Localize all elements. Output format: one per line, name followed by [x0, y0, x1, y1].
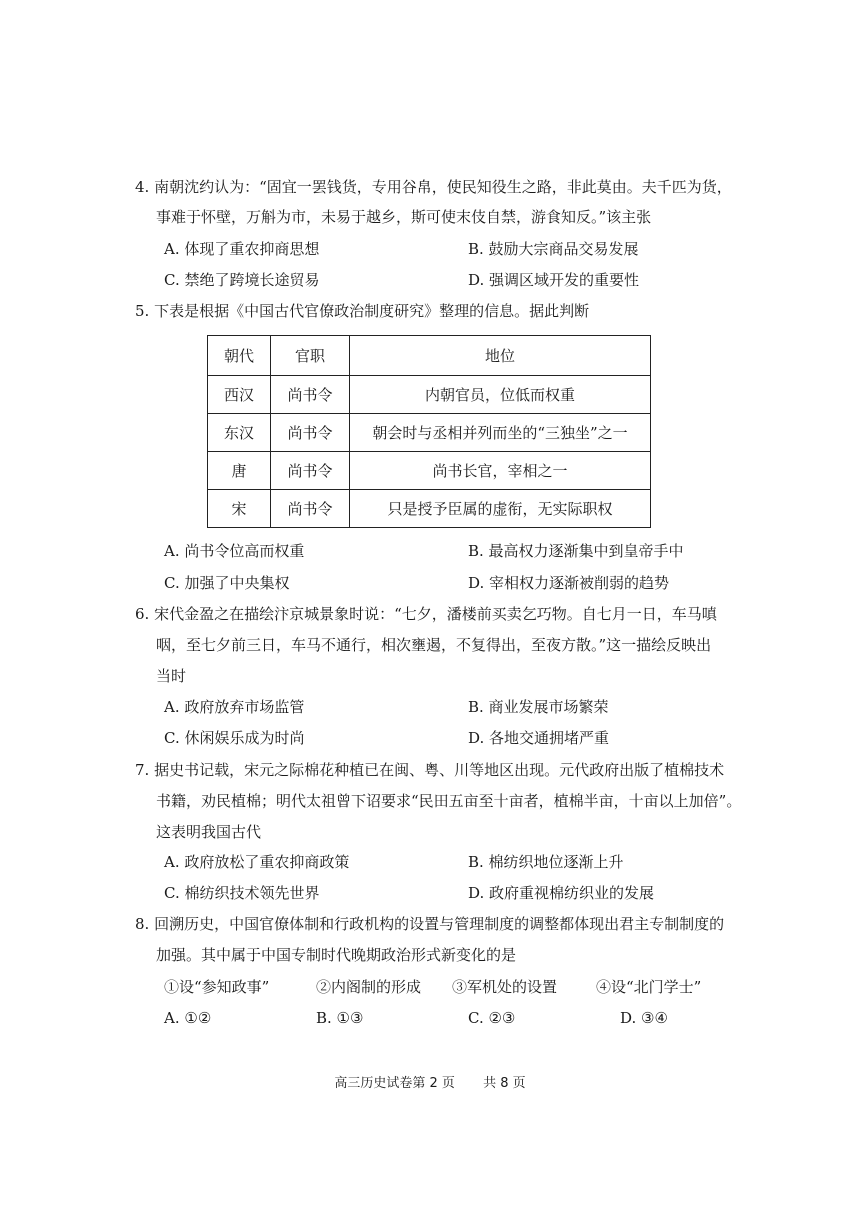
table-cell: 只是授予臣属的虚衔，无实际职权 [350, 490, 651, 528]
q5-info-table [207, 335, 651, 528]
q5-option-c: C. 加强了中央集权 [164, 574, 290, 592]
q7-option-a: A. 政府放松了重农抑商政策 [164, 853, 350, 871]
q8-item-2: ②内阁制的形成 [316, 978, 422, 996]
q5-stem-line1: 5. 下表是根据《中国古代官僚政治制度研究》整理的信息。据此判断 [135, 302, 590, 320]
q5-option-b: B. 最高权力逐渐集中到皇帝手中 [468, 542, 684, 560]
q8-item-1: ①设“参知政事” [164, 978, 270, 996]
q4-stem-line2: 事难于怀壁，万斛为市，未易于越乡，斯可使末伎自禁，游食知反。”该主张 [156, 208, 652, 226]
q6-stem-line2: 咽，至七夕前三日，车马不通行，相次壅遏，不复得出，至夜方散。”这一描绘反映出 [156, 636, 712, 654]
q6-option-c: C. 休闲娱乐成为时尚 [164, 729, 305, 747]
table-cell: 尚书令 [271, 414, 350, 452]
table-cell: 东汉 [208, 414, 271, 452]
q7-stem-line2: 书籍，劝民植棉；明代太祖曾下诏要求“民田五亩至十亩者，植棉半亩，十亩以上加倍”。 [156, 792, 742, 810]
q6-stem-line3: 当时 [156, 667, 187, 685]
table-cell: 尚书令 [271, 490, 350, 528]
table-row [208, 490, 651, 528]
q7-option-d: D. 政府重视棉纺织业的发展 [468, 884, 655, 902]
q8-item-4: ④设“北门学士” [596, 978, 702, 996]
footer-total-pages: 共 8 页 [483, 1076, 526, 1091]
footer-page-number: 高三历史试卷第 2 页 [334, 1076, 455, 1091]
table-cell: 尚书长官，宰相之一 [350, 452, 651, 490]
q8-item-3: ③军机处的设置 [452, 978, 558, 996]
q7-option-c: C. 棉纺织技术领先世界 [164, 884, 320, 902]
table-cell: 朝会时与丞相并列而坐的“三独坐”之一 [350, 414, 651, 452]
q8-option-d: D. ③④ [620, 1009, 668, 1027]
table-header-cell: 官职 [271, 336, 350, 376]
table-header-row [208, 336, 651, 376]
q8-stem-line1: 8. 回溯历史，中国官僚体制和行政机构的设置与管理制度的调整都体现出君主专制制度的 [135, 915, 725, 933]
q4-option-c: C. 禁绝了跨境长途贸易 [164, 271, 320, 289]
q5-option-a: A. 尚书令位高而权重 [164, 542, 305, 560]
q4-stem-line1: 4. 南朝沈约认为：“固宜一罢钱货，专用谷帛，使民知役生之路，非此莫由。夫千匹为货， [135, 178, 732, 196]
table-cell: 宋 [208, 490, 271, 528]
q7-stem-line1: 7. 据史书记载，宋元之际棉花种植已在闽、粤、川等地区出现。元代政府出版了植棉技术 [135, 761, 725, 779]
table-row [208, 376, 651, 414]
table-row [208, 414, 651, 452]
table-cell: 内朝官员，位低而权重 [350, 376, 651, 414]
table-header-cell: 地位 [350, 336, 651, 376]
q4-option-b: B. 鼓励大宗商品交易发展 [468, 240, 639, 258]
page-footer [0, 1072, 860, 1091]
table-cell: 唐 [208, 452, 271, 490]
table-cell: 尚书令 [271, 376, 350, 414]
table-header-cell: 朝代 [208, 336, 271, 376]
q6-option-d: D. 各地交通拥堵严重 [468, 729, 610, 747]
q6-option-b: B. 商业发展市场繁荣 [468, 698, 609, 716]
table-cell: 西汉 [208, 376, 271, 414]
table-row [208, 452, 651, 490]
q8-option-a: A. ①② [164, 1009, 212, 1027]
q6-stem-line1: 6. 宋代金盈之在描绘汴京城景象时说：“七夕，潘楼前买卖乞巧物。自七月一日，车马嗔 [135, 605, 717, 623]
q6-option-a: A. 政府放弃市场监管 [164, 698, 305, 716]
q8-option-c: C. ②③ [468, 1009, 516, 1027]
q8-option-b: B. ①③ [316, 1009, 364, 1027]
q4-option-d: D. 强调区域开发的重要性 [468, 271, 640, 289]
q8-stem-line2: 加强。其中属于中国专制时代晚期政治形式新变化的是 [156, 946, 517, 964]
q5-option-d: D. 宰相权力逐渐被削弱的趋势 [468, 574, 670, 592]
q7-option-b: B. 棉纺织地位逐渐上升 [468, 853, 624, 871]
table-cell: 尚书令 [271, 452, 350, 490]
q7-stem-line3: 这表明我国古代 [156, 823, 262, 841]
q4-option-a: A. 体现了重农抑商思想 [164, 240, 320, 258]
